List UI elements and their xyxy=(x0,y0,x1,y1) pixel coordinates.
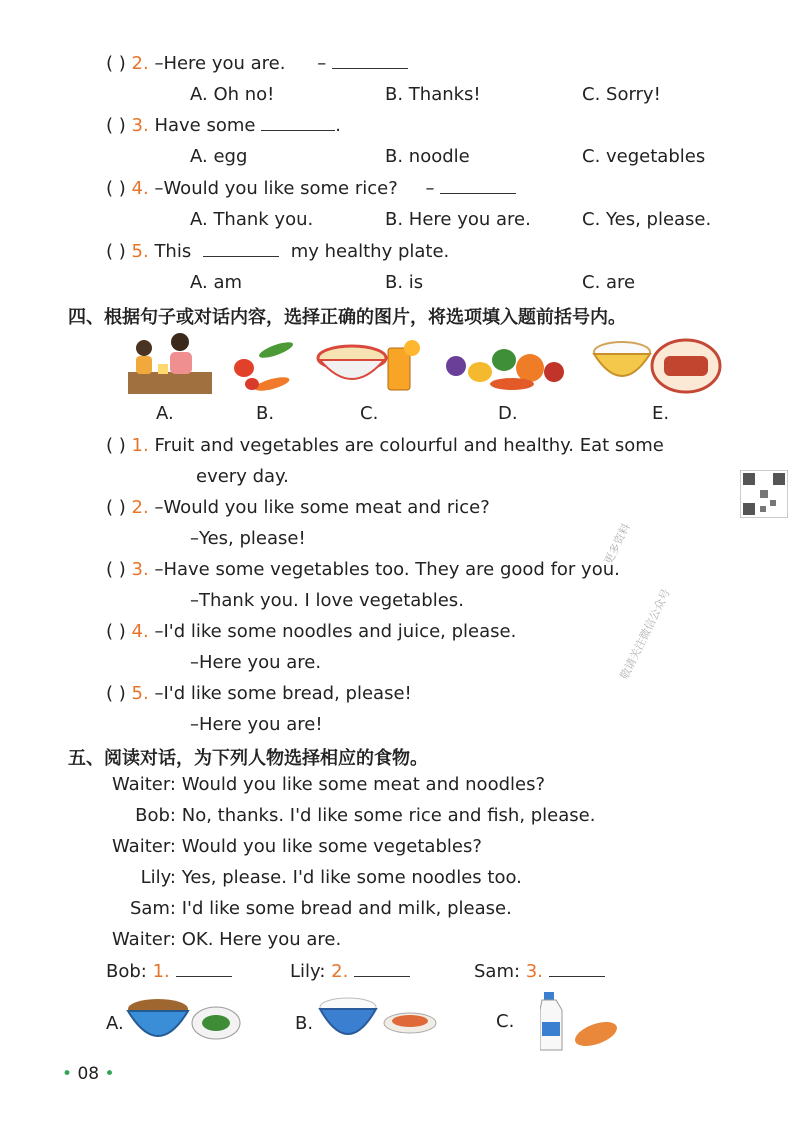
part4-q1-line2: every day. xyxy=(196,466,289,487)
part4-q1 xyxy=(106,434,664,458)
dialogue-line xyxy=(104,836,482,857)
speaker-name: Waiter: xyxy=(112,774,176,795)
answer-name: Lily: xyxy=(290,961,326,982)
picture-c-noodles-juice xyxy=(316,338,424,394)
speaker-text: Would you like some vegetables? xyxy=(181,836,482,857)
answer-paren[interactable]: ( ) xyxy=(106,178,126,199)
picture-label-e: E. xyxy=(652,403,670,424)
question-stem-dash: – xyxy=(425,178,435,199)
question-stem-end: my healthy plate. xyxy=(290,241,450,262)
picture-a-meat-noodles xyxy=(126,995,242,1051)
child-body xyxy=(136,356,152,374)
question-line: –Have some vegetables too. They are good for you. xyxy=(154,559,620,580)
orange-slice xyxy=(404,340,420,356)
carrot-shape xyxy=(490,378,534,390)
speaker-name: Bob: xyxy=(135,805,176,826)
question-line: –I'd like some bread, please! xyxy=(154,683,412,704)
bowl-body xyxy=(320,360,384,379)
question-stem: –Would you like some rice? xyxy=(154,178,398,199)
food-label-c: C. xyxy=(496,1011,515,1032)
answer-paren[interactable]: ( ) xyxy=(106,683,126,704)
question-number: 2. xyxy=(131,497,149,518)
question-number: 1. xyxy=(131,435,149,456)
speaker-text: I'd like some bread and milk, please. xyxy=(181,898,512,919)
answer-number: 3. xyxy=(525,961,543,982)
answer-sam xyxy=(474,960,605,984)
mother-head xyxy=(171,333,189,351)
picture-label-d: D. xyxy=(498,403,518,424)
answer-number: 1. xyxy=(152,961,170,982)
dialogue-line xyxy=(104,805,595,826)
answer-bob xyxy=(106,960,232,984)
answer-blank[interactable] xyxy=(176,960,232,977)
bean-shape xyxy=(257,339,294,361)
answer-blank[interactable] xyxy=(261,114,335,131)
dialogue-line xyxy=(104,774,545,795)
answer-paren[interactable]: ( ) xyxy=(106,435,126,456)
option-b: B. is xyxy=(385,272,424,293)
section-heading-4: 四、根据句子或对话内容，选择正确的图片，将选项填入题前括号内。 xyxy=(68,307,626,328)
question-number: 5. xyxy=(131,241,149,262)
question-number: 5. xyxy=(131,683,149,704)
answer-blank[interactable] xyxy=(440,177,516,194)
speaker-text: No, thanks. I'd like some rice and fish, please. xyxy=(181,805,596,826)
option-c: C. Yes, please. xyxy=(582,209,712,230)
option-a: A. egg xyxy=(190,146,248,167)
page-dot-icon: • xyxy=(62,1064,73,1084)
speaker-name: Sam: xyxy=(129,898,176,919)
rice-bowl xyxy=(594,354,650,376)
speaker-text: Yes, please. I'd like some noodles too. xyxy=(181,867,522,888)
answer-paren[interactable]: ( ) xyxy=(106,115,126,136)
answer-paren[interactable]: ( ) xyxy=(106,241,126,262)
picture-label-c: C. xyxy=(360,403,379,424)
speaker-name: Waiter: xyxy=(112,929,176,950)
tomato-shape xyxy=(544,362,564,382)
bottle-label xyxy=(542,1022,560,1036)
speaker-text: OK. Here you are. xyxy=(181,929,342,950)
grapes-shape xyxy=(446,356,466,376)
picture-label-b: B. xyxy=(256,403,275,424)
qr-code-icon xyxy=(740,470,788,518)
answer-blank[interactable] xyxy=(354,960,410,977)
speaker-text: Would you like some meat and noodles? xyxy=(181,774,546,795)
part4-q5-line2: –Here you are! xyxy=(190,714,323,735)
question-stem: –Here you are. xyxy=(154,53,286,74)
picture-d-fruit-vegetables xyxy=(442,338,572,394)
speaker-name: Waiter: xyxy=(112,836,176,857)
meat-shape xyxy=(664,356,708,376)
answer-lily xyxy=(290,960,410,984)
question-number: 3. xyxy=(131,559,149,580)
answer-blank[interactable] xyxy=(549,960,605,977)
vegetables-shape xyxy=(202,1015,230,1031)
food-label-a: A. xyxy=(106,1013,124,1034)
cup-shape xyxy=(158,364,168,374)
page-number-text: 08 xyxy=(77,1064,100,1084)
question-number: 2. xyxy=(131,53,149,74)
question-line: –Would you like some meat and rice? xyxy=(154,497,490,518)
answer-paren[interactable]: ( ) xyxy=(106,621,126,642)
option-a: A. am xyxy=(190,272,243,293)
rice-bowl xyxy=(320,1009,376,1034)
question-stem: Have some xyxy=(154,115,256,136)
picture-label-a: A. xyxy=(156,403,174,424)
option-a: A. Oh no! xyxy=(190,84,275,105)
pineapple-shape xyxy=(468,362,492,382)
bowl-body xyxy=(128,1011,188,1036)
dialogue-line xyxy=(104,867,522,888)
part4-q2 xyxy=(106,496,490,520)
answer-paren[interactable]: ( ) xyxy=(106,53,126,74)
question-number: 4. xyxy=(131,621,149,642)
question-line: Fruit and vegetables are colourful and healthy. Eat some xyxy=(154,435,664,456)
page-dot-icon: • xyxy=(104,1064,115,1084)
answer-paren[interactable]: ( ) xyxy=(106,497,126,518)
child-head xyxy=(136,340,152,356)
part4-q2-line2: –Yes, please! xyxy=(190,528,306,549)
option-c: C. Sorry! xyxy=(582,84,661,105)
mother-body xyxy=(170,352,192,374)
option-a: A. Thank you. xyxy=(190,209,314,230)
option-c: C. are xyxy=(582,272,636,293)
question-stem-end: . xyxy=(335,115,341,136)
cabbage-shape xyxy=(492,349,516,371)
picture-b-rice-fish xyxy=(318,995,440,1051)
question-stem: This xyxy=(154,241,192,262)
question-number: 3. xyxy=(131,115,149,136)
answer-name: Sam: xyxy=(474,961,521,982)
fish-shape xyxy=(392,1015,428,1027)
section-heading-5: 五、阅读对话，为下列人物选择相应的食物。 xyxy=(68,748,428,769)
question-number: 4. xyxy=(131,178,149,199)
question-stem-dash: – xyxy=(317,53,327,74)
tomato-shape xyxy=(245,378,259,390)
question-line: –I'd like some noodles and juice, please. xyxy=(154,621,517,642)
bottle-cap xyxy=(544,992,554,1000)
table-shape xyxy=(128,372,212,394)
part4-q5 xyxy=(106,682,412,706)
page-number xyxy=(62,1064,115,1084)
watermark-text-1: 更多资料 xyxy=(601,521,633,567)
juice-glass xyxy=(388,348,410,390)
tomato-shape xyxy=(234,359,254,377)
answer-blank[interactable] xyxy=(332,52,408,69)
pumpkin-shape xyxy=(516,354,544,382)
part4-q4-line2: –Here you are. xyxy=(190,652,322,673)
part4-q4 xyxy=(106,620,516,644)
option-b: B. noodle xyxy=(385,146,470,167)
speaker-name: Lily: xyxy=(140,867,176,888)
answer-name: Bob: xyxy=(106,961,147,982)
picture-a-family xyxy=(128,332,212,396)
watermark-text-2: 敬请关注微信公众号 xyxy=(617,586,673,682)
answer-blank[interactable] xyxy=(203,240,279,257)
option-c: C. vegetables xyxy=(582,146,706,167)
picture-b-vegetables xyxy=(230,338,296,394)
dialogue-line xyxy=(104,898,512,919)
part4-q3-line2: –Thank you. I love vegetables. xyxy=(190,590,464,611)
food-label-b: B. xyxy=(295,1013,314,1034)
option-b: B. Thanks! xyxy=(385,84,481,105)
picture-c-bread-milk xyxy=(540,988,620,1054)
answer-paren[interactable]: ( ) xyxy=(106,559,126,580)
bread-shape xyxy=(572,1017,620,1051)
picture-e-rice-meat xyxy=(592,336,722,396)
option-b: B. Here you are. xyxy=(385,209,531,230)
answer-number: 2. xyxy=(331,961,349,982)
watermark xyxy=(600,470,790,690)
part4-q3 xyxy=(106,558,620,582)
dialogue-line xyxy=(104,929,341,950)
